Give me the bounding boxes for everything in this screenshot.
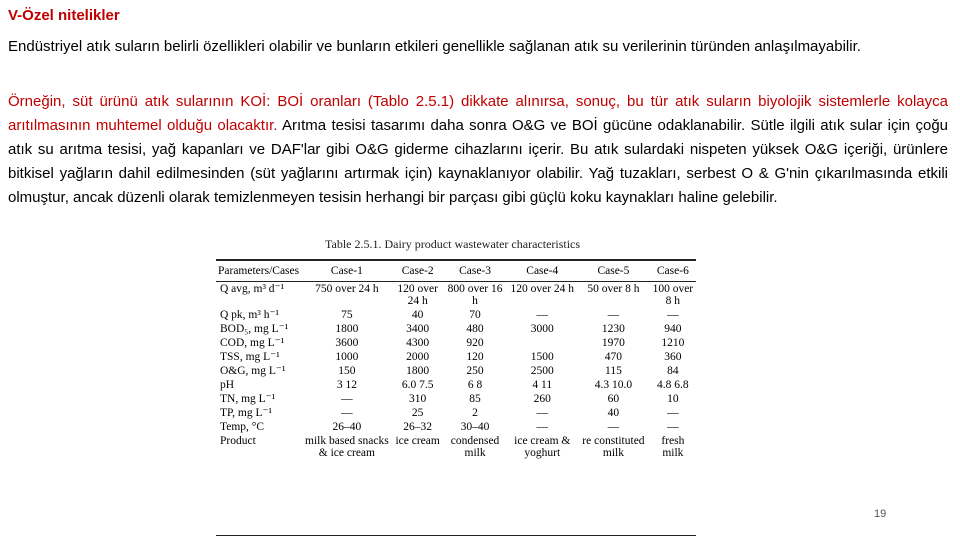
table-cell-value: 1000 bbox=[335, 351, 359, 363]
table-cell-value: 1970 bbox=[601, 337, 625, 349]
table-cell-value: 1800 bbox=[335, 323, 359, 335]
table-cell-value: 120 over 24 h bbox=[397, 283, 438, 307]
table-bottom-rule bbox=[216, 535, 696, 536]
table-cell-value: 40 bbox=[607, 407, 620, 419]
table-cell-parameter: Q avg, m³ d⁻¹ bbox=[220, 283, 285, 295]
table-row bbox=[216, 392, 696, 406]
table-cell-value: 26–32 bbox=[403, 421, 433, 433]
table-cell-value: milk based snacks & ice cream bbox=[305, 435, 389, 459]
table-cell-value: 310 bbox=[409, 393, 427, 405]
table-cell-value: 4300 bbox=[406, 337, 430, 349]
table-caption: Table 2.5.1. Dairy product wastewater characteristics bbox=[325, 237, 581, 251]
table-header-cell: Case-6 bbox=[650, 260, 696, 282]
table-cell-value: 920 bbox=[466, 337, 484, 349]
table-cell-value: 1210 bbox=[661, 337, 685, 349]
table-cell-value: 115 bbox=[605, 365, 622, 377]
table-cell-parameter: Q pk, m³ h⁻¹ bbox=[220, 309, 279, 321]
table-row bbox=[216, 350, 696, 364]
table-cell-value: 1500 bbox=[530, 351, 554, 363]
table-cell-value: 940 bbox=[664, 323, 682, 335]
table-cell-parameter: Product bbox=[220, 435, 256, 447]
table-cell-value: — bbox=[667, 421, 679, 433]
table-cell-value: 6 8 bbox=[467, 379, 483, 391]
table-cell-value: — bbox=[536, 421, 548, 433]
table-header-cell: Case-2 bbox=[393, 260, 443, 282]
table-cell-value: 3000 bbox=[530, 323, 554, 335]
table-cell-value: 800 over 16 h bbox=[447, 283, 503, 307]
table-cell-value: 26–40 bbox=[332, 421, 362, 433]
table-cell-parameter: O&G, mg L⁻¹ bbox=[220, 365, 286, 377]
table-row bbox=[216, 282, 696, 309]
table-cell-value: 3400 bbox=[406, 323, 430, 335]
table-cell-value: 4.3 10.0 bbox=[594, 379, 633, 391]
table-row bbox=[216, 378, 696, 392]
section-heading: V-Özel nitelikler bbox=[8, 7, 120, 24]
table-cell-value: 360 bbox=[664, 351, 682, 363]
dairy-wastewater-table bbox=[216, 259, 696, 461]
table-header-cell: Case-5 bbox=[577, 260, 650, 282]
paragraph-intro: Endüstriyel atık suların belirli özellikleri olabilir ve bunların etkileri genellikle sağlanan atık su verilerinin türünden anlaşılmayabilir. bbox=[8, 38, 861, 55]
table-row bbox=[216, 336, 696, 350]
table-cell-value: 750 over 24 h bbox=[315, 283, 379, 295]
table-row bbox=[216, 420, 696, 434]
table-cell-value: 150 bbox=[338, 365, 356, 377]
table-row bbox=[216, 322, 696, 336]
table-cell-value: 120 over 24 h bbox=[510, 283, 575, 295]
table-cell-value: 1230 bbox=[601, 323, 625, 335]
table-cell-value: 250 bbox=[466, 365, 484, 377]
table-row bbox=[216, 308, 696, 322]
table-cell-value: 85 bbox=[469, 393, 481, 405]
table-cell-value: 2000 bbox=[406, 351, 430, 363]
table-cell-value: 40 bbox=[411, 309, 424, 321]
table-cell-value: 470 bbox=[604, 351, 623, 363]
table-cell-value: 25 bbox=[411, 407, 424, 419]
table-cell-value: 30–40 bbox=[460, 421, 490, 433]
table-row bbox=[216, 364, 696, 378]
table-cell-parameter: TP, mg L⁻¹ bbox=[220, 407, 273, 419]
table-cell-value: ice cream & yoghurt bbox=[514, 435, 571, 459]
table-cell-value: 84 bbox=[667, 365, 679, 377]
table-cell-value: — bbox=[667, 309, 679, 321]
table-body bbox=[216, 282, 696, 462]
table-cell-value: — bbox=[341, 407, 353, 419]
table-cell-value: 4.8 6.8 bbox=[657, 379, 689, 391]
page-number: 19 bbox=[874, 508, 887, 520]
table-cell-value: 260 bbox=[533, 393, 551, 405]
table-cell-value: fresh milk bbox=[661, 435, 685, 459]
table-cell-value: 100 over 8 h bbox=[652, 283, 694, 307]
table-cell-value: 1800 bbox=[406, 365, 430, 377]
table-cell-value: 2500 bbox=[530, 365, 554, 377]
table-header-row bbox=[216, 260, 696, 282]
table-cell-value: — bbox=[536, 309, 548, 321]
table-cell-value: re constituted milk bbox=[582, 435, 645, 459]
table-cell-parameter: COD, mg L⁻¹ bbox=[220, 337, 285, 349]
table-cell-value: 120 bbox=[466, 351, 484, 363]
table-cell-value: 4 11 bbox=[532, 379, 553, 391]
paragraph-body: Arıtma tesisi tasarımı daha sonra O&G ve BOİ gücüne odaklanabilir. Sütle ilgili atık sular için çoğu atık su arıtma tesisi, yağ kapanları ve DAF'lar gibi O&G giderme cihazlarını içerir. Bu atık sulardaki nispeten yüksek O&G içeriği, ürünlere bitkisel yağların dahil edilmesinden (süt yağlarını artırmak için) kaynaklanıyor olabilir. Yağ tuzakları, serbest O & G'nin çıkarılmasında etkili olmuştur, ancak düzenli olarak temizlenmeyen tesisin herhangi bir parçası gibi güçlü koku kaynakları haline gelebilir. bbox=[8, 117, 948, 206]
table-cell-value: — bbox=[667, 407, 679, 419]
table-cell-value: 3600 bbox=[335, 337, 359, 349]
table-cell-value: 6.0 7.5 bbox=[401, 379, 434, 391]
table-cell-parameter: pH bbox=[220, 379, 235, 391]
table-cell-value: 3 12 bbox=[336, 379, 357, 391]
table-cell-value: — bbox=[607, 421, 620, 433]
table-cell-value: condensed milk bbox=[450, 435, 500, 459]
table-row bbox=[216, 406, 696, 420]
table-cell-value: — bbox=[341, 393, 353, 405]
table-header-cell: Case-1 bbox=[301, 260, 393, 282]
table-cell-parameter: TSS, mg L⁻¹ bbox=[220, 351, 280, 363]
table-row bbox=[216, 434, 696, 461]
table-header-cell: Case-3 bbox=[443, 260, 508, 282]
table-cell-value: 2 bbox=[472, 407, 478, 419]
table-header-cell: Parameters/Cases bbox=[216, 260, 301, 282]
paragraph-example bbox=[8, 90, 948, 210]
table-header-cell: Case-4 bbox=[507, 260, 577, 282]
table-cell-parameter: TN, mg L⁻¹ bbox=[220, 393, 276, 405]
table-cell-value bbox=[507, 336, 577, 350]
table-cell-value: 75 bbox=[341, 309, 353, 321]
paragraph-highlight: Örneğin, süt ürünü atık sularının KOİ: BOİ oranları (Tablo 2.5.1) dikkate alınırsa, sonuç, bu tür atık suların biyolojik sistemlerle kolayca arıtılmasının muhtemel olduğu olacaktır. bbox=[8, 93, 948, 134]
table-cell-value: — bbox=[607, 309, 620, 321]
table-cell-value: 10 bbox=[667, 393, 679, 405]
table-cell-parameter: Temp, °C bbox=[220, 421, 265, 433]
table-cell-value: 60 bbox=[607, 393, 620, 405]
table-cell-value: 50 over 8 h bbox=[587, 283, 640, 295]
table-cell-value: — bbox=[536, 407, 548, 419]
table-cell-value: 480 bbox=[466, 323, 484, 335]
table-cell-value: ice cream bbox=[395, 435, 440, 447]
table-cell-value: 70 bbox=[469, 309, 481, 321]
table-cell-parameter: BOD₅, mg L⁻¹ bbox=[220, 323, 289, 335]
